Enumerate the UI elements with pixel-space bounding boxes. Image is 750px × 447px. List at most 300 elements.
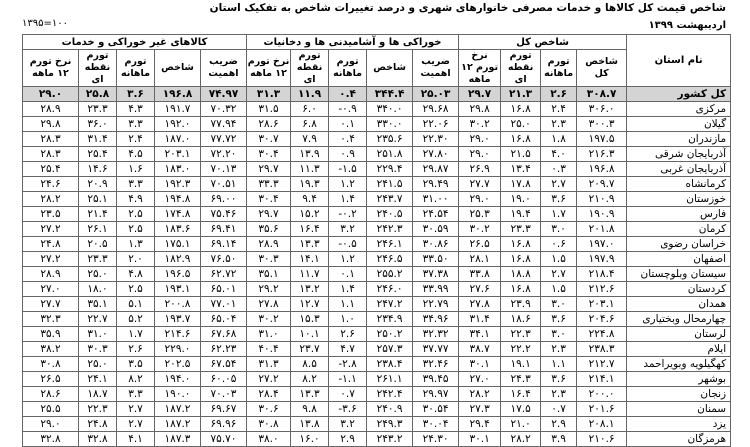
value-cell: ۱۸۳.۶ (155, 222, 201, 237)
value-cell: ۱.۳ (117, 237, 155, 252)
value-cell: ۳۳.۸ (459, 267, 501, 282)
group-header-total-index: شاخص کل (459, 35, 627, 50)
province-name-cell: سیستان وبلوچستان (627, 267, 731, 282)
value-cell: ۲۵.۴ (23, 162, 79, 177)
value-cell: ۴.۰ (541, 147, 577, 162)
value-cell: ۳۰۶.۰ (577, 102, 627, 117)
province-name-cell: آذربایجان غربی (627, 162, 731, 177)
value-cell: ۳.۶- (329, 402, 367, 417)
value-cell: ۲۶.۵ (459, 237, 501, 252)
subheader-food-point: تورم نقطه ای (291, 50, 329, 87)
province-name-cell: هرمزگان (627, 432, 731, 447)
value-cell: ۱۸۷.۲ (155, 402, 201, 417)
value-cell: ۲۷.۰ (23, 282, 79, 297)
value-cell: ۱۷۵.۱ (155, 237, 201, 252)
subheader-nonfood-weight: ضریب اهمیت (201, 50, 247, 87)
value-cell: ۳.۰ (541, 297, 577, 312)
table-row (23, 342, 731, 357)
value-cell: ۲۹.۰ (459, 132, 501, 147)
table-row (23, 312, 731, 327)
value-cell: ۱۹۷.۹ (577, 252, 627, 267)
value-cell: ۱.۱- (329, 372, 367, 387)
value-cell: ۲۳.۳ (79, 252, 117, 267)
value-cell: ۰.۵- (329, 237, 367, 252)
value-cell: ۲.۷ (541, 177, 577, 192)
value-cell: ۷۵.۷۰ (201, 432, 247, 447)
value-cell: ۲۹.۹۷ (413, 387, 459, 402)
value-cell: ۲۱.۵ (501, 147, 541, 162)
value-cell: ۲۵.۵ (23, 402, 79, 417)
table-row (23, 177, 731, 192)
value-cell: ۲۵۷.۳ (367, 342, 413, 357)
subheader-total-point: تورم نقطه ای (501, 50, 541, 87)
value-cell: ۲۹.۸۷ (413, 162, 459, 177)
value-cell: ۱۵.۳ (291, 312, 329, 327)
value-cell: ۲۲.۷ (79, 312, 117, 327)
value-cell: ۲۷.۷ (459, 177, 501, 192)
value-cell: ۰.۶ (541, 237, 577, 252)
value-cell: ۲۱۴.۱ (577, 372, 627, 387)
value-cell: ۲۸.۲ (501, 432, 541, 447)
value-cell: ۲۳۸.۳ (577, 342, 627, 357)
value-cell: ۱.۵- (329, 162, 367, 177)
value-cell: ۱۸۷.۰ (155, 132, 201, 147)
value-cell: ۷۰.۵۱ (201, 177, 247, 192)
value-cell: ۶۲.۷۲ (201, 267, 247, 282)
value-cell: ۱۸۷.۲ (155, 417, 201, 432)
value-cell: ۳.۳ (117, 117, 155, 132)
table-row (23, 117, 731, 132)
table-row (23, 162, 731, 177)
value-cell: ۲۵.۸ (79, 87, 117, 102)
value-cell: ۳۳.۳ (247, 177, 291, 192)
value-cell: ۳.۶ (541, 372, 577, 387)
value-cell: ۲۰۱.۸ (577, 222, 627, 237)
value-cell: ۲.۳ (541, 342, 577, 357)
value-cell: ۳۱.۰۰ (413, 192, 459, 207)
value-cell: ۳.۰ (541, 222, 577, 237)
value-cell: ۱۸.۶ (501, 312, 541, 327)
province-name-cell: لرستان (627, 327, 731, 342)
value-cell: ۱۹۰.۰ (155, 387, 201, 402)
province-index-table-container (22, 34, 730, 447)
value-cell: ۳۰.۵۹ (413, 222, 459, 237)
value-cell: ۳۹.۴۵ (413, 372, 459, 387)
table-row (23, 132, 731, 147)
value-cell: ۲۴۳.۲ (367, 432, 413, 447)
value-cell: ۲۴.۱ (79, 372, 117, 387)
value-cell: ۲۰۰.۰ (577, 387, 627, 402)
value-cell: ۱.۴ (329, 282, 367, 297)
value-cell: ۳۷.۳۸ (413, 267, 459, 282)
table-row (23, 357, 731, 372)
value-cell: ۶۲.۲۳ (201, 342, 247, 357)
province-name-cell: کهگیلویه وبویراحمد (627, 357, 731, 372)
table-row (23, 207, 731, 222)
value-cell: ۱۹.۳ (291, 177, 329, 192)
value-cell: ۲۴.۳ (501, 372, 541, 387)
value-cell: ۲۹.۷ (247, 207, 291, 222)
value-cell: ۲۰.۹ (79, 177, 117, 192)
value-cell: ۳۲.۴۶ (413, 357, 459, 372)
value-cell: ۱۸.۷ (79, 387, 117, 402)
value-cell: ۳۰.۵۴ (413, 402, 459, 417)
province-name-cell: گیلان (627, 117, 731, 132)
table-row-national (23, 87, 731, 102)
value-cell: ۳۰.۸ (247, 417, 291, 432)
value-cell: ۳۰.۴ (247, 147, 291, 162)
value-cell: ۴.۳ (117, 102, 155, 117)
value-cell: ۲۰۰.۸ (155, 297, 201, 312)
value-cell: ۲۲.۳۰ (413, 132, 459, 147)
value-cell: ۰.۹ (329, 147, 367, 162)
value-cell: ۶.۰ (291, 102, 329, 117)
value-cell: ۲۹.۷ (459, 87, 501, 102)
value-cell: ۲۹.۸ (459, 102, 501, 117)
value-cell: ۲۵.۰ (501, 117, 541, 132)
value-cell: ۶.۸ (291, 117, 329, 132)
value-cell: ۳۱.۳ (247, 87, 291, 102)
value-cell: ۲۸.۹ (23, 267, 79, 282)
value-cell: ۱۶.۸ (501, 237, 541, 252)
value-cell: ۱.۶ (117, 162, 155, 177)
value-cell: ۷۵.۴۶ (201, 207, 247, 222)
value-cell: ۲۷.۶ (459, 282, 501, 297)
group-header-non-food: کالاهای غیر خوراکی و خدمات (23, 35, 247, 50)
value-cell: ۲.۰ (117, 252, 155, 267)
value-cell: ۳۲.۸ (23, 432, 79, 447)
province-column-header: نام استان (627, 35, 731, 87)
table-row (23, 432, 731, 447)
value-cell: ۲۴۰.۵ (367, 207, 413, 222)
value-cell: ۲۴۱.۵ (367, 177, 413, 192)
value-cell: ۷۷.۰۱ (201, 297, 247, 312)
value-cell: ۲۹.۴ (459, 417, 501, 432)
value-cell: ۱۳.۳ (291, 237, 329, 252)
value-cell: ۲۱۲.۷ (577, 357, 627, 372)
value-cell: ۱.۵ (541, 252, 577, 267)
value-cell: ۱۶.۴ (501, 387, 541, 402)
value-cell: ۳۰.۲ (247, 312, 291, 327)
value-cell: ۴.۸ (117, 267, 155, 282)
value-cell: ۲۵.۰ (79, 357, 117, 372)
province-name-cell: کل کشور (627, 87, 731, 102)
value-cell: ۳۰.۸ (23, 357, 79, 372)
value-cell: ۳.۳ (117, 387, 155, 402)
value-cell: ۳۴۰.۰ (367, 102, 413, 117)
value-cell: ۰.۹- (329, 102, 367, 117)
value-cell: ۲۴.۸ (79, 417, 117, 432)
value-cell: ۲.۳ (541, 387, 577, 402)
province-name-cell: مازندران (627, 132, 731, 147)
value-cell: ۳۲.۸ (79, 432, 117, 447)
value-cell: ۳.۲ (329, 417, 367, 432)
value-cell: ۱۶.۸ (501, 102, 541, 117)
value-cell: ۲.۵ (117, 222, 155, 237)
table-row (23, 297, 731, 312)
value-cell: ۱۹۳.۷ (155, 312, 201, 327)
province-name-cell: همدان (627, 297, 731, 312)
value-cell: ۳۰.۲ (459, 117, 501, 132)
province-name-cell: خوزستان (627, 192, 731, 207)
value-cell: ۲۱۰.۹ (577, 192, 627, 207)
value-cell: ۷۷.۹۴ (201, 117, 247, 132)
value-cell: ۲۵۱.۸ (367, 147, 413, 162)
value-cell: ۲۸.۹ (247, 237, 291, 252)
value-cell: ۲۸.۶ (247, 117, 291, 132)
value-cell: ۲۴۶.۱ (367, 237, 413, 252)
value-cell: ۳۳۰.۰ (367, 117, 413, 132)
value-cell: ۲.۵ (117, 207, 155, 222)
value-cell: ۱۸۳.۰ (155, 162, 201, 177)
value-cell: ۲۸.۲ (23, 192, 79, 207)
value-cell: ۳.۶ (117, 87, 155, 102)
value-cell: ۲۹.۰ (23, 87, 79, 102)
value-cell: ۲۵.۰۳ (413, 87, 459, 102)
value-cell: ۲۱۴.۶ (155, 327, 201, 342)
value-cell: ۳۵.۱ (247, 267, 291, 282)
value-cell: ۳۸.۰ (247, 432, 291, 447)
value-cell: ۲۳.۳ (79, 102, 117, 117)
value-cell: ۱۶.۸ (501, 252, 541, 267)
table-row (23, 327, 731, 342)
value-cell: ۲۶.۹ (459, 162, 501, 177)
value-cell: ۳.۶ (541, 312, 577, 327)
subheader-food-index: شاخص (367, 50, 413, 87)
value-cell: ۱.۲ (329, 252, 367, 267)
value-cell: ۲۳۵.۶ (367, 132, 413, 147)
value-cell: ۲۴۹.۳ (367, 417, 413, 432)
value-cell: ۲۴۶.۵ (367, 252, 413, 267)
value-cell: ۶۹.۰۰ (201, 192, 247, 207)
value-cell: ۲۰۹.۷ (577, 177, 627, 192)
value-cell: ۲۴۲.۳ (367, 222, 413, 237)
table-row (23, 237, 731, 252)
value-cell: ۱۴.۶ (79, 162, 117, 177)
value-cell: ۲۵۵.۲ (367, 267, 413, 282)
table-body (23, 87, 731, 447)
value-cell: ۳۸.۲ (23, 342, 79, 357)
value-cell: ۵.۱ (117, 297, 155, 312)
value-cell: ۴۰.۴ (247, 342, 291, 357)
value-cell: ۲۸.۱ (459, 252, 501, 267)
value-cell: ۲۰۳.۱ (155, 147, 201, 162)
value-cell: ۲.۹ (329, 432, 367, 447)
value-cell: ۲۱۶.۳ (577, 147, 627, 162)
value-cell: ۶۹.۶۷ (201, 402, 247, 417)
value-cell: ۲۸.۳ (23, 147, 79, 162)
value-cell: ۱.۱ (329, 297, 367, 312)
value-cell: ۲۵.۰ (79, 267, 117, 282)
province-name-cell: آذربایجان شرقی (627, 147, 731, 162)
value-cell: ۹.۸ (291, 402, 329, 417)
subheader-nonfood-point: تورم نقطه ای (79, 50, 117, 87)
value-cell: ۲۲.۲ (501, 342, 541, 357)
value-cell: ۲۶.۱ (79, 222, 117, 237)
value-cell: ۱۳.۲ (291, 282, 329, 297)
table-row (23, 267, 731, 282)
value-cell: ۲۷.۰ (459, 372, 501, 387)
value-cell: ۲.۹ (541, 417, 577, 432)
province-name-cell: ایلام (627, 342, 731, 357)
table-row (23, 387, 731, 402)
value-cell: ۳۰.۱ (459, 432, 501, 447)
value-cell: ۱۶.۸ (501, 132, 541, 147)
value-cell: ۲.۷ (117, 417, 155, 432)
value-cell: ۱۰.۱ (291, 327, 329, 342)
value-cell: ۲۸.۴ (247, 387, 291, 402)
value-cell: ۳۵.۶ (247, 222, 291, 237)
value-cell: ۱۹۶.۵ (155, 267, 201, 282)
subheader-nonfood-monthly: تورم ماهانه (117, 50, 155, 87)
value-cell: ۲۲.۳ (501, 327, 541, 342)
value-cell: ۷۲.۲۰ (201, 147, 247, 162)
value-cell: ۶۹.۱۴ (201, 237, 247, 252)
value-cell: ۲۰۱.۶ (577, 402, 627, 417)
value-cell: ۲۸.۲ (459, 387, 501, 402)
value-cell: ۳۱.۰ (247, 327, 291, 342)
value-cell: ۲۸.۳ (23, 132, 79, 147)
value-cell: ۳۳.۵۰ (413, 252, 459, 267)
value-cell: ۲۵.۴ (79, 147, 117, 162)
value-cell: ۳۴.۹۶ (413, 312, 459, 327)
value-cell: ۲۱۲.۶ (577, 282, 627, 297)
value-cell: ۱۱.۳ (291, 162, 329, 177)
value-cell: ۳.۶ (541, 192, 577, 207)
table-row (23, 222, 731, 237)
subheader-food-weight: ضریب اهمیت (413, 50, 459, 87)
province-name-cell: زنجان (627, 387, 731, 402)
value-cell: ۰.۱ (329, 117, 367, 132)
value-cell: ۲۰.۵ (79, 237, 117, 252)
value-cell: ۷۰.۳۲ (201, 102, 247, 117)
value-cell: ۱۳.۴ (501, 162, 541, 177)
value-cell: ۰.۳ (541, 162, 577, 177)
value-cell: ۴.۱ (117, 432, 155, 447)
value-cell: ۲۳.۳ (501, 222, 541, 237)
value-cell: ۳۲.۳ (23, 312, 79, 327)
value-cell: ۲۸.۶ (23, 387, 79, 402)
value-cell: ۱۹۴.۰ (155, 372, 201, 387)
value-cell: ۲۹.۰ (459, 192, 501, 207)
province-name-cell: کردستان (627, 282, 731, 297)
table-row (23, 417, 731, 432)
value-cell: ۲۰۴.۶ (577, 312, 627, 327)
value-cell: ۱۹۰.۹ (577, 207, 627, 222)
province-name-cell: چهارمحال وبختیاری (627, 312, 731, 327)
value-cell: ۲۱.۳ (501, 87, 541, 102)
value-cell: ۳۵.۱ (79, 297, 117, 312)
value-cell: ۲۲.۰۶ (413, 117, 459, 132)
subheader-food-monthly: تورم ماهانه (329, 50, 367, 87)
value-cell: ۲۲.۳ (79, 402, 117, 417)
index-base-note: ۱۳۹۵=۱۰۰ (22, 18, 68, 29)
value-cell: ۰.۴ (329, 132, 367, 147)
value-cell: ۱۹۶.۸ (155, 87, 201, 102)
value-cell: ۷۷.۷۲ (201, 132, 247, 147)
value-cell: ۱۱.۹ (291, 87, 329, 102)
value-cell: ۳۰.۳ (247, 252, 291, 267)
value-cell: ۲۷.۷ (23, 297, 79, 312)
province-name-cell: بوشهر (627, 372, 731, 387)
value-cell: ۲.۶ (329, 327, 367, 342)
value-cell: ۶۰.۰۵ (201, 372, 247, 387)
value-cell: ۶۹.۹۶ (201, 417, 247, 432)
value-cell: ۲۳.۷ (291, 342, 329, 357)
value-cell: ۱۴.۱ (291, 252, 329, 267)
value-cell: ۳۰۰.۳ (577, 117, 627, 132)
value-cell: ۰.۴ (329, 87, 367, 102)
value-cell: ۳.۰ (541, 327, 577, 342)
report-date: اردیبهشت ۱۳۹۹ (648, 20, 726, 31)
value-cell: ۱۷۴.۸ (155, 207, 201, 222)
value-cell: ۲۸.۹ (23, 102, 79, 117)
value-cell: ۱.۷ (117, 327, 155, 342)
value-cell: ۲۴۰.۹ (367, 402, 413, 417)
value-cell: ۱۹۷.۵ (577, 132, 627, 147)
value-cell: ۱۹۲.۳ (155, 177, 201, 192)
table-row (23, 147, 731, 162)
value-cell: ۲۹.۶۸ (413, 102, 459, 117)
value-cell: ۱۹.۰ (501, 192, 541, 207)
value-cell: ۱۹.۴ (501, 207, 541, 222)
value-cell: ۲۷.۸ (247, 297, 291, 312)
value-cell: ۳۵.۹ (23, 327, 79, 342)
value-cell: ۷.۹ (291, 132, 329, 147)
value-cell: ۲۰۲.۵ (155, 357, 201, 372)
value-cell: ۲۴.۶ (23, 177, 79, 192)
value-cell: ۵.۲ (117, 312, 155, 327)
value-cell: ۱۷.۸ (501, 177, 541, 192)
value-cell: ۲.۵ (117, 282, 155, 297)
value-cell: ۷۶.۵۰ (201, 252, 247, 267)
group-header-food: خوراکی ها و آشامیدنی ها و دخانیات (247, 35, 459, 50)
value-cell: ۸.۵ (291, 357, 329, 372)
value-cell: ۲۰۸.۱ (577, 417, 627, 432)
value-cell: ۳۷.۷۷ (413, 342, 459, 357)
value-cell: ۰.۲- (329, 207, 367, 222)
value-cell: ۲.۳ (541, 117, 577, 132)
value-cell: ۲.۷ (541, 267, 577, 282)
value-cell: ۱۹۷.۰ (577, 237, 627, 252)
value-cell: ۲۷.۲ (23, 222, 79, 237)
value-cell: ۲۹.۲ (247, 282, 291, 297)
value-cell: ۲۴.۵۴ (413, 207, 459, 222)
value-cell: ۱.۰ (329, 312, 367, 327)
value-cell: ۶۹.۴۱ (201, 222, 247, 237)
subheader-food-12month: نرخ تورم ۱۲ ماهه (247, 50, 291, 87)
value-cell: ۲۷.۲ (247, 372, 291, 387)
value-cell: ۲۴.۸ (23, 237, 79, 252)
value-cell: ۲۷.۸ (459, 297, 501, 312)
value-cell: ۲۱.۴ (79, 207, 117, 222)
value-cell: ۲۹.۰ (23, 417, 79, 432)
value-cell: ۱۵.۲ (291, 207, 329, 222)
value-cell: ۲۹.۴۹ (413, 177, 459, 192)
value-cell: ۲۵.۱ (79, 192, 117, 207)
value-cell: ۱۹.۱ (501, 357, 541, 372)
value-cell: ۲۷.۳ (459, 402, 501, 417)
value-cell: ۸.۲ (117, 372, 155, 387)
value-cell: ۳۰.۳ (79, 342, 117, 357)
province-name-cell: اصفهان (627, 252, 731, 267)
value-cell: ۸.۲ (291, 372, 329, 387)
value-cell: ۲۳.۵ (23, 207, 79, 222)
province-name-cell: مرکزی (627, 102, 731, 117)
value-cell: ۳۱.۴ (79, 132, 117, 147)
value-cell: ۳.۵ (117, 357, 155, 372)
value-cell: ۲۴۷.۲ (367, 297, 413, 312)
